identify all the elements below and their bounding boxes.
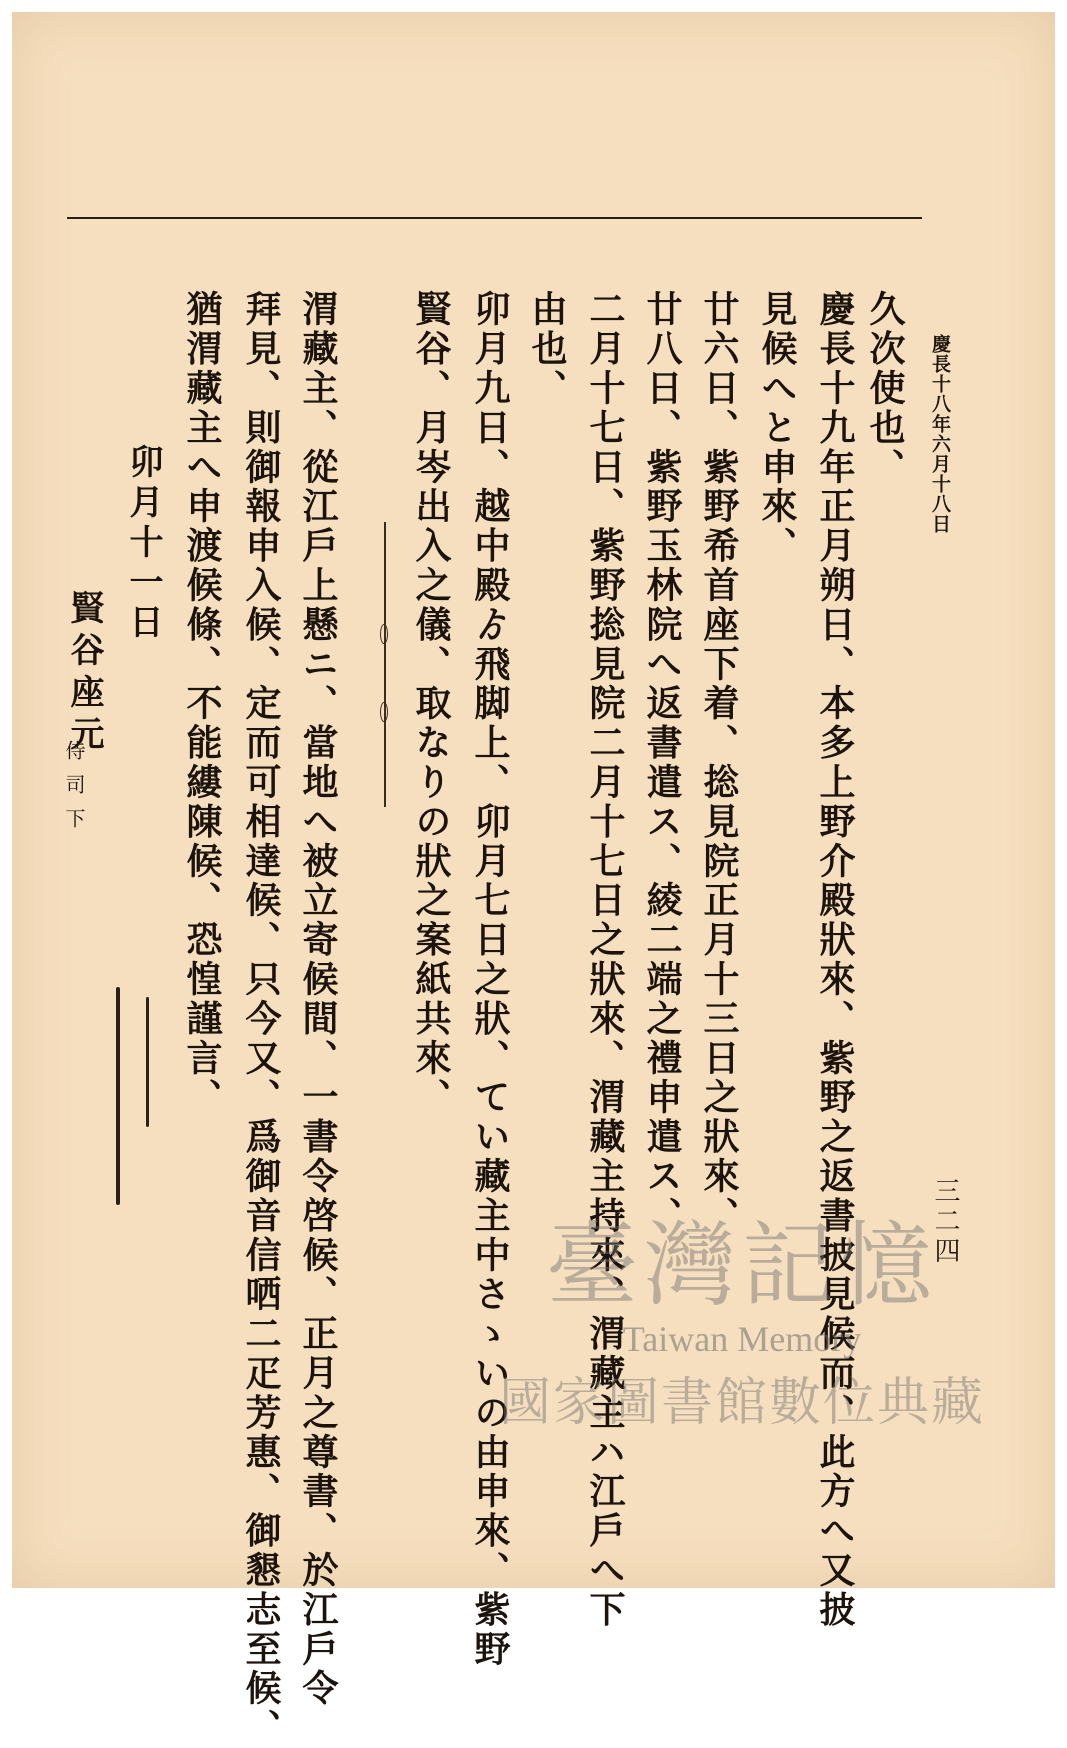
watermark [482, 1192, 1002, 1452]
text-column: 廿六日、紫野希首座下着、捴見院正月十三日之狀來、 [698, 290, 740, 1236]
text-column: 廿八日、紫野玉林院へ返書遣ス、綾二端之禮申遣ス、 [641, 290, 683, 1236]
text-column: 慶長十九年正月朔日、本多上野介殿狀來、紫野之返書披見候而、此方へ又披 [814, 290, 856, 1630]
text-column: 由也、 [526, 290, 568, 409]
running-head: 慶長十八年六月十八日 [929, 334, 951, 534]
text-column: 二月十七日、紫野捴見院二月十七日之狀來、渭藏主持來、渭藏主ハ江戶へ下 [584, 290, 626, 1630]
text-column: 拜見、則御報申入候、定而可相達候、只今又、爲御音信哂二疋芳惠、御懇志至候、 [240, 290, 282, 1748]
text-column: 渭藏主、從江戶上懸ニ、當地へ被立寄候間、一書令啓候、正月之尊書、於江戶令 [297, 290, 339, 1709]
separator-knot [380, 624, 388, 644]
page-number: 三二四 [930, 1177, 960, 1267]
letter-addressee: 侍司下 [62, 740, 86, 842]
brush-stroke [146, 997, 149, 1127]
letter-separator [384, 522, 386, 807]
text-column: 見候へと申來、 [756, 290, 798, 566]
watermark-logo-text: 臺灣記憶 [545, 1212, 938, 1319]
text-column: 卯月九日、越中殿ゟ飛脚上、卯月七日之狀、てい藏主中さゝいの由申來、紫野 [469, 290, 511, 1669]
brush-stroke [116, 987, 120, 1205]
book-page [12, 12, 1055, 1748]
letter-date: 卯月十一日 [123, 444, 163, 644]
watermark-english: Taiwan Memory [622, 1319, 862, 1359]
header-rule [67, 217, 922, 219]
text-column: 賢谷、月岑出入之儀、取なりの狀之案紙共來、 [410, 290, 452, 1118]
text-column: 猶渭藏主へ申渡候條、不能縷陳候、恐惶謹言、 [181, 290, 223, 1118]
letter-signer: 賢谷座元 [64, 590, 104, 758]
text-column: 久次使也、 [864, 290, 906, 487]
watermark-institution: 國家圖書館數位典藏 [498, 1373, 985, 1433]
separator-knot [380, 702, 388, 722]
